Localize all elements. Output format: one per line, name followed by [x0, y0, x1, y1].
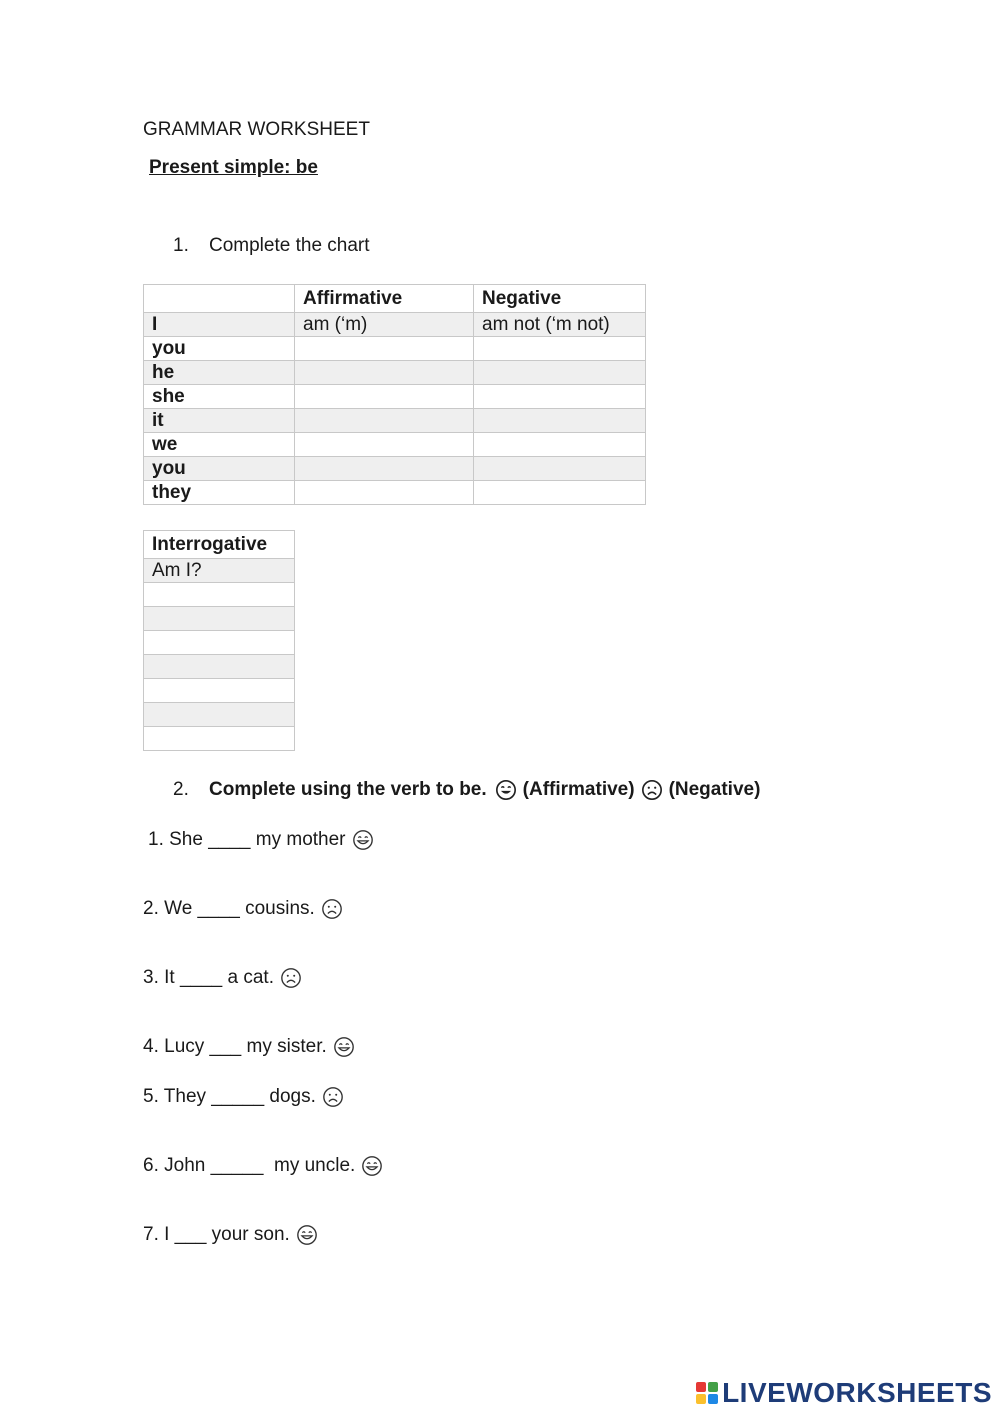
chart-affirmative-cell[interactable]: am (‘m)	[295, 313, 474, 337]
chart-row	[144, 409, 646, 433]
chart-affirmative-cell[interactable]	[295, 481, 474, 505]
legend-affirmative: (Affirmative)	[522, 779, 635, 800]
chart-row	[144, 313, 646, 337]
interrogative-header-row	[144, 531, 295, 559]
logo-square	[708, 1382, 718, 1392]
interrogative-row	[144, 583, 295, 607]
interrogative-row	[144, 703, 295, 727]
section-2-number: 2.	[173, 779, 189, 800]
worksheet-subtitle: Present simple: be	[149, 157, 318, 178]
chart-row	[144, 433, 646, 457]
interrogative-row	[144, 679, 295, 703]
happy-face-icon	[333, 1036, 355, 1058]
chart-affirmative-cell[interactable]	[295, 385, 474, 409]
chart-header-blank	[144, 285, 295, 313]
chart-negative-cell[interactable]	[474, 337, 646, 361]
chart-negative-cell[interactable]	[474, 361, 646, 385]
exercise-text: 3. It ____ a cat.	[143, 967, 274, 988]
sad-face-icon	[280, 967, 302, 989]
interrogative-table	[143, 530, 295, 751]
interrogative-cell[interactable]	[144, 727, 295, 751]
exercise-item[interactable]	[143, 898, 343, 920]
interrogative-cell[interactable]	[144, 703, 295, 727]
exercise-text: 4. Lucy ___ my sister.	[143, 1036, 327, 1057]
happy-face-icon	[361, 1155, 383, 1177]
chart-pronoun: you	[144, 457, 295, 481]
interrogative-cell[interactable]: Am I?	[144, 559, 295, 583]
interrogative-row	[144, 727, 295, 751]
logo-mark-icon	[696, 1382, 718, 1404]
liveworksheets-logo	[696, 1377, 992, 1409]
interrogative-row	[144, 559, 295, 583]
chart-negative-cell[interactable]: am not (‘m not)	[474, 313, 646, 337]
interrogative-cell[interactable]	[144, 679, 295, 703]
interrogative-row	[144, 607, 295, 631]
interrogative-cell[interactable]	[144, 583, 295, 607]
chart-pronoun: they	[144, 481, 295, 505]
chart-pronoun: she	[144, 385, 295, 409]
exercise-text: 6. John _____ my uncle.	[143, 1155, 356, 1176]
exercise-item[interactable]	[143, 1155, 383, 1177]
logo-square	[708, 1394, 718, 1404]
section-2-heading	[173, 779, 760, 801]
section-1-number: 1.	[173, 235, 189, 256]
exercise-item[interactable]	[143, 1086, 344, 1108]
happy-face-icon	[352, 829, 374, 851]
section-2-title: Complete using the verb to be.	[209, 779, 487, 800]
chart-negative-cell[interactable]	[474, 433, 646, 457]
chart-row	[144, 481, 646, 505]
happy-face-icon	[495, 779, 517, 801]
chart-affirmative-cell[interactable]	[295, 361, 474, 385]
chart-pronoun: we	[144, 433, 295, 457]
chart-header-affirmative: Affirmative	[295, 285, 474, 313]
chart-pronoun: I	[144, 313, 295, 337]
chart-pronoun: it	[144, 409, 295, 433]
chart-row	[144, 385, 646, 409]
interrogative-header: Interrogative	[144, 531, 295, 559]
chart-affirmative-cell[interactable]	[295, 433, 474, 457]
exercise-text: 1. She ____ my mother	[148, 829, 346, 850]
exercise-text: 7. I ___ your son.	[143, 1224, 290, 1245]
chart-row	[144, 337, 646, 361]
chart-row	[144, 361, 646, 385]
section-1-title: Complete the chart	[209, 235, 370, 256]
exercise-item[interactable]	[148, 829, 374, 851]
interrogative-cell[interactable]	[144, 607, 295, 631]
chart-negative-cell[interactable]	[474, 409, 646, 433]
interrogative-row	[144, 655, 295, 679]
happy-face-icon	[296, 1224, 318, 1246]
exercise-item[interactable]	[143, 967, 302, 989]
interrogative-cell[interactable]	[144, 631, 295, 655]
sad-face-icon	[322, 1086, 344, 1108]
chart-pronoun: he	[144, 361, 295, 385]
logo-square	[696, 1382, 706, 1392]
chart-header-negative: Negative	[474, 285, 646, 313]
logo-text: LIVEWORKSHEETS	[722, 1377, 992, 1408]
logo-square	[696, 1394, 706, 1404]
exercise-item[interactable]	[143, 1036, 355, 1058]
chart-header-row	[144, 285, 646, 313]
exercise-text: 2. We ____ cousins.	[143, 898, 315, 919]
interrogative-cell[interactable]	[144, 655, 295, 679]
sad-face-icon	[321, 898, 343, 920]
chart-row	[144, 457, 646, 481]
sad-face-icon	[641, 779, 663, 801]
worksheet-title: GRAMMAR WORKSHEET	[143, 119, 370, 140]
chart-affirmative-cell[interactable]	[295, 409, 474, 433]
chart-negative-cell[interactable]	[474, 457, 646, 481]
section-1-heading	[173, 235, 370, 257]
chart-affirmative-cell[interactable]	[295, 337, 474, 361]
chart-negative-cell[interactable]	[474, 481, 646, 505]
interrogative-row	[144, 631, 295, 655]
chart-pronoun: you	[144, 337, 295, 361]
exercise-text: 5. They _____ dogs.	[143, 1086, 316, 1107]
verb-chart-table	[143, 284, 646, 505]
chart-affirmative-cell[interactable]	[295, 457, 474, 481]
exercise-item[interactable]	[143, 1224, 318, 1246]
legend-negative: (Negative)	[668, 779, 761, 800]
chart-negative-cell[interactable]	[474, 385, 646, 409]
